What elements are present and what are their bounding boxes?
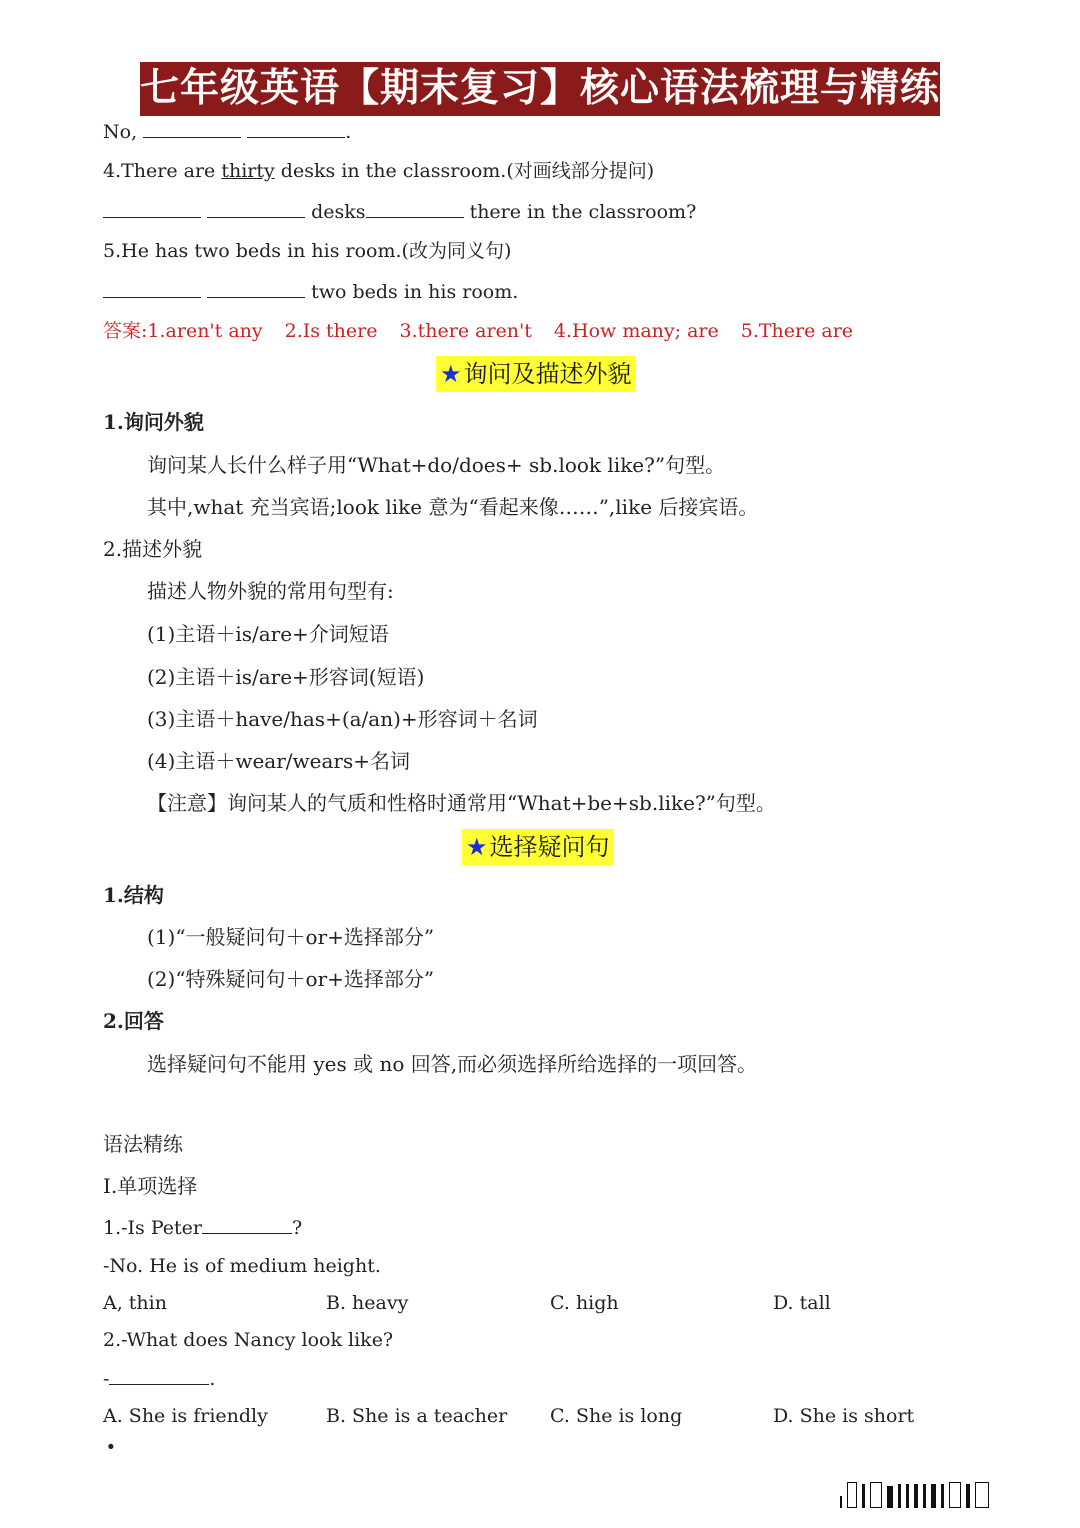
structure-item: (1)“一般疑问句＋or+选择部分” <box>147 925 435 949</box>
question-4-answer-line <box>103 199 696 225</box>
paragraph: 询问某人长什么样子用“What+do/does+ sb.look like?”句型。 <box>147 453 726 477</box>
q2-option-c[interactable]: C. She is long <box>550 1405 683 1427</box>
q1-option-a[interactable]: A, thin <box>103 1292 167 1314</box>
answer-item: 2.Is there <box>284 320 378 342</box>
section-banner-choice-questions <box>462 829 614 865</box>
q1-prefix: 1.-Is Peter <box>103 1217 202 1239</box>
trailing-mark: · <box>106 1430 116 1463</box>
answer-key <box>103 318 875 344</box>
practice-question-1 <box>103 1215 302 1241</box>
q2-reply-prefix: - <box>103 1368 110 1390</box>
answer-key-label: 答案: <box>103 320 148 342</box>
answer-blank[interactable] <box>207 279 305 298</box>
paragraph: 选择疑问句不能用 yes 或 no 回答,而必须选择所给选择的一项回答。 <box>147 1052 758 1076</box>
practice-question-2: 2.-What does Nancy look like? <box>103 1329 394 1351</box>
answer-blank[interactable] <box>103 279 201 298</box>
answer-item: 4.How many; are <box>553 320 719 342</box>
practice-heading: 语法精练 <box>103 1132 183 1156</box>
answer-blank[interactable] <box>247 119 345 138</box>
pattern-item: (2)主语＋is/are+形容词(短语) <box>147 665 425 689</box>
q4-underlined-word: thirty <box>221 160 275 182</box>
star-icon: ★ <box>466 833 488 861</box>
answer-item: 1.aren't any <box>147 320 263 342</box>
answer-blank[interactable] <box>207 199 305 218</box>
q4-answer-end: there in the classroom? <box>469 201 697 223</box>
pattern-item: (1)主语＋is/are+介词短语 <box>147 622 389 646</box>
answer-blank[interactable] <box>143 119 241 138</box>
q5-answer-end: two beds in his room. <box>311 281 519 303</box>
barcode-icon <box>840 1478 1060 1508</box>
section-banner-label: 选择疑问句 <box>489 833 610 861</box>
answer-blank[interactable] <box>202 1215 292 1234</box>
q2-reply-suffix: . <box>209 1368 216 1390</box>
q1-option-c[interactable]: C. high <box>550 1292 619 1314</box>
q4-suffix: desks in the classroom.(对画线部分提问) <box>274 160 655 182</box>
practice-question-1-reply: -No. He is of medium height. <box>103 1255 381 1277</box>
question-4 <box>103 158 654 184</box>
heading-answer: 2.回答 <box>103 1009 164 1033</box>
heading-structure: 1.结构 <box>103 883 164 907</box>
answer-blank[interactable] <box>103 199 201 218</box>
pattern-item: (3)主语＋have/has+(a/an)+形容词＋名词 <box>147 707 538 731</box>
question-5: 5.He has two beds in his room.(改为同义句) <box>103 240 512 262</box>
heading-describe-appearance: 2.描述外貌 <box>103 537 203 561</box>
line-no: No, . <box>103 121 352 143</box>
star-icon: ★ <box>440 360 462 388</box>
note: 【注意】询问某人的气质和性格时通常用“What+be+sb.like?”句型。 <box>147 791 776 815</box>
q1-option-b[interactable]: B. heavy <box>326 1292 409 1314</box>
question-5-answer-line <box>103 279 518 305</box>
q2-option-a[interactable]: A. She is friendly <box>103 1405 268 1427</box>
q1-option-d[interactable]: D. tall <box>773 1292 831 1314</box>
q2-option-d[interactable]: D. She is short <box>773 1405 915 1427</box>
section-banner-label: 询问及描述外貌 <box>463 360 632 388</box>
paragraph: 其中,what 充当宾语;look like 意为“看起来像……”,like 后接宾语。 <box>147 495 759 519</box>
q4-prefix: 4.There are <box>103 160 222 182</box>
structure-item: (2)“特殊疑问句＋or+选择部分” <box>147 967 435 991</box>
practice-subheading: I.单项选择 <box>103 1174 198 1198</box>
q2-option-b[interactable]: B. She is a teacher <box>326 1405 508 1427</box>
answer-blank[interactable] <box>109 1366 209 1385</box>
answer-item: 3.there aren't <box>399 320 532 342</box>
q4-answer-mid: desks <box>311 201 366 223</box>
q1-suffix: ? <box>291 1217 303 1239</box>
paragraph: 描述人物外貌的常用句型有: <box>147 579 394 603</box>
no-prefix: No, <box>103 121 138 143</box>
section-banner-appearance <box>436 356 636 392</box>
answer-blank[interactable] <box>366 199 464 218</box>
practice-question-2-reply <box>103 1366 215 1392</box>
heading-ask-appearance: 1.询问外貌 <box>103 410 204 434</box>
page-title: 七年级英语【期末复习】核心语法梳理与精练 <box>140 62 940 116</box>
pattern-item: (4)主语＋wear/wears+名词 <box>147 749 410 773</box>
answer-item: 5.There are <box>740 320 854 342</box>
